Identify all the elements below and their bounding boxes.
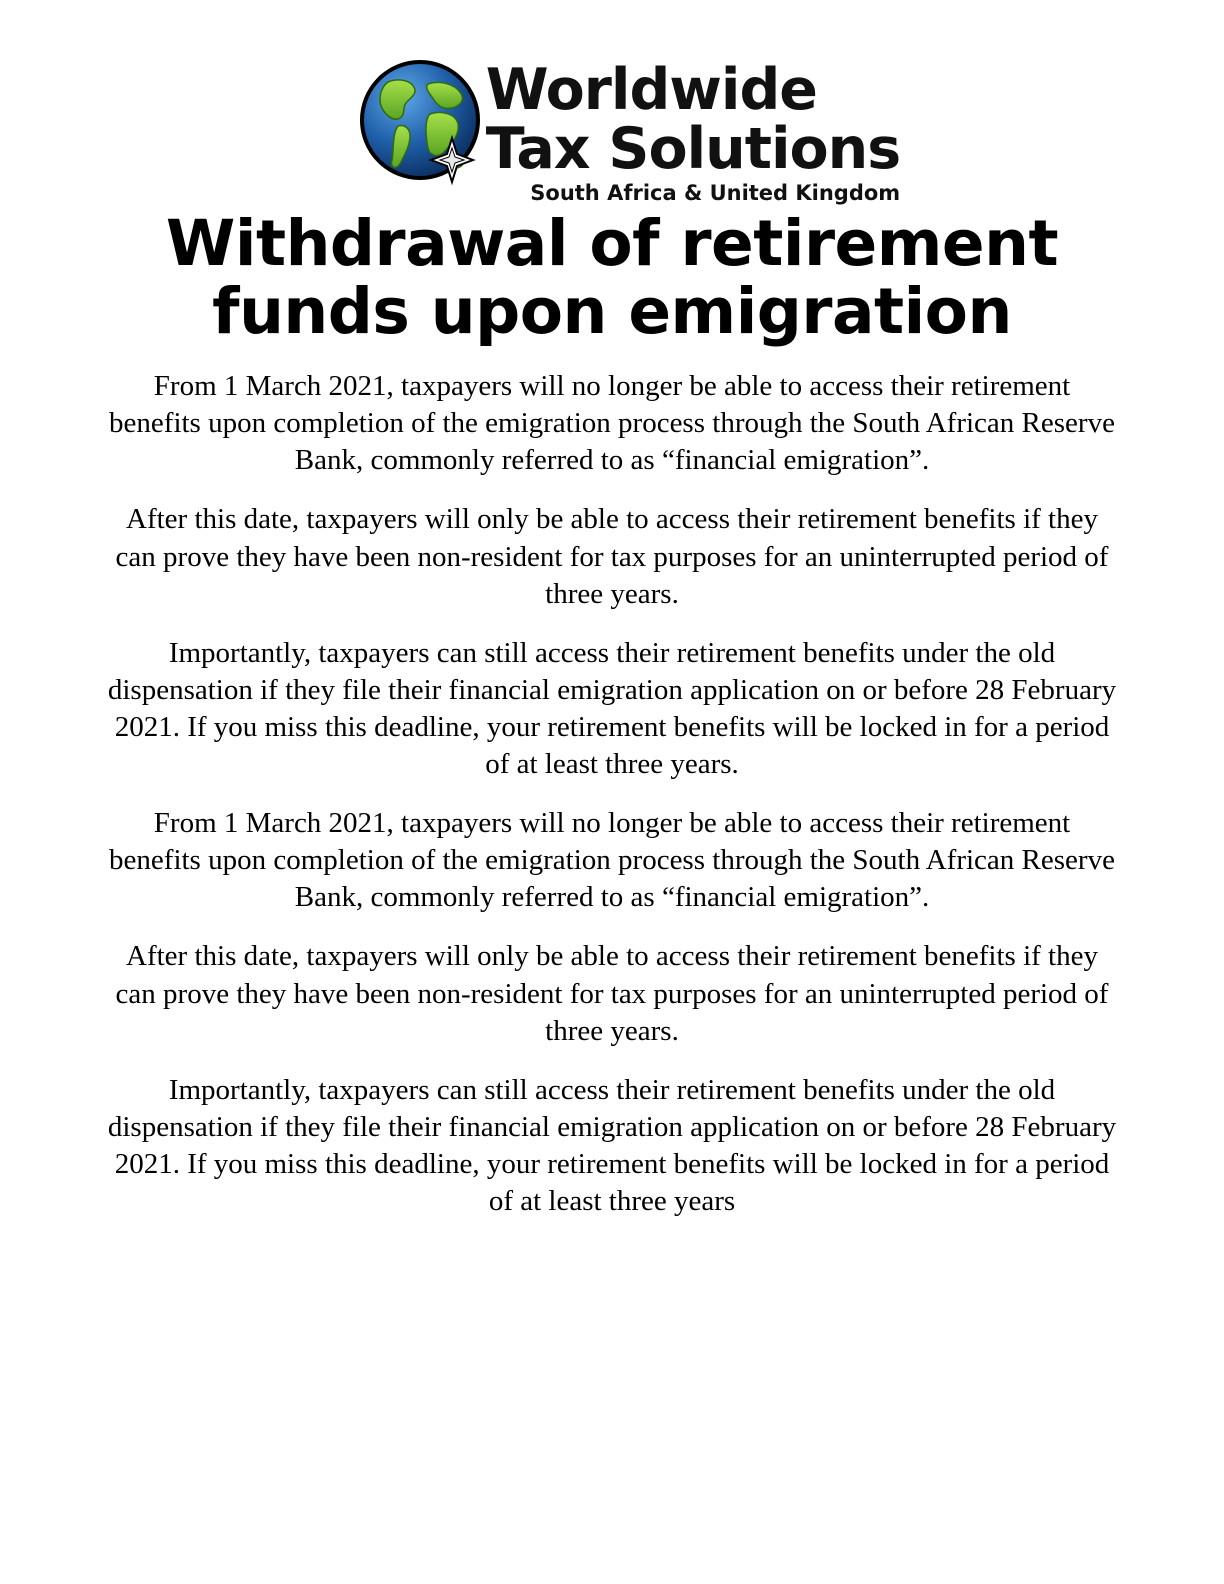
paragraph-6: Importantly, taxpayers can still access their retirement benefits under the old dispensation if they file their financial emigration application on or before 28 February 2021. If you miss this deadline, your retirement benefits will be locked in for a period of at least three years [107,1073,1117,1218]
paragraph-3: Importantly, taxpayers can still access their retirement benefits under the old dispensation if they file their financial emigration application on or before 28 February 2021. If you miss this deadline, your retirement benefits will be locked in for a period of at least three years. [107,636,1117,781]
logo-line-tax-solutions: Tax Solutions [485,116,901,182]
document-body [95,368,1129,1220]
paragraph-5: After this date, taxpayers will only be able to access their retirement benefits if they can prove they have been non-resident for tax purposes for an uninterrupted period of three years. [115,940,1109,1047]
paragraph-2: After this date, taxpayers will only be able to access their retirement benefits if they can prove they have been non-resident for tax purposes for an uninterrupted period of three years. [115,503,1109,610]
logo-line-worldwide: Worldwide [485,57,817,123]
globe-icon [354,56,492,194]
logo-line-regions: South Africa & United Kingdom [530,181,901,205]
paragraph-1: From 1 March 2021, taxpayers will no longer be able to access their retirement benefits upon completion of the emigration process through the South African Reserve Bank, commonly referred to as “financial emigration”. [109,370,1115,477]
company-logo [125,56,1129,204]
logo-wordmark [485,57,901,205]
paragraph-4: From 1 March 2021, taxpayers will no longer be able to access their retirement benefits upon completion of the emigration process through the South African Reserve Bank, commonly referred to as “financial emigration”. [109,807,1115,914]
page-title: Withdrawal of retirement funds upon emigration [165,207,1059,349]
